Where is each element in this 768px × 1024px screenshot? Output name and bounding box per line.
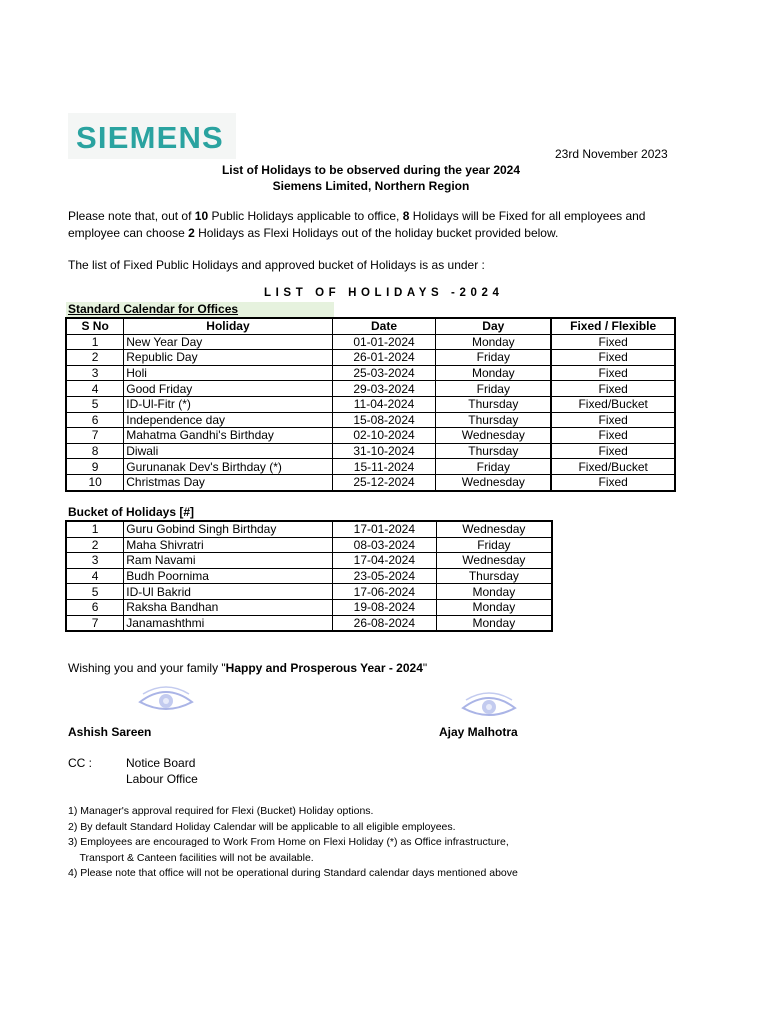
header-sno: S No	[66, 318, 124, 334]
cell-date: 15-11-2024	[332, 459, 436, 475]
siemens-logo: SIEMENS	[76, 120, 224, 155]
letter-date: 23rd November 2023	[555, 147, 668, 161]
cell-holiday: Janamashthmi	[124, 615, 333, 631]
cell-holiday: Good Friday	[124, 381, 332, 397]
cell-holiday: Ram Navami	[124, 553, 333, 569]
note-item: Transport & Canteen facilities will not be available.	[68, 851, 314, 864]
cell-date: 17-06-2024	[332, 584, 436, 600]
table-header-row	[66, 318, 675, 334]
cell-sno: 2	[66, 537, 124, 553]
cell-date: 23-05-2024	[332, 568, 436, 584]
cell-type: Fixed	[551, 365, 675, 381]
signatory-2: Ajay Malhotra	[439, 725, 518, 739]
cell-day: Thursday	[436, 443, 552, 459]
cell-type: Fixed	[551, 443, 675, 459]
document-subtitle: Siemens Limited, Northern Region	[272, 179, 470, 193]
cell-date: 31-10-2024	[332, 443, 436, 459]
cell-day: Monday	[436, 599, 552, 615]
cell-sno: 7	[66, 428, 124, 444]
cell-sno: 8	[66, 443, 124, 459]
cell-sno: 9	[66, 459, 124, 475]
cell-day: Friday	[436, 459, 552, 475]
cell-date: 15-08-2024	[332, 412, 436, 428]
table-row	[66, 334, 675, 350]
cell-sno: 10	[66, 474, 124, 490]
cell-date: 11-04-2024	[332, 396, 436, 412]
cell-day: Monday	[436, 615, 552, 631]
cell-holiday: Republic Day	[124, 350, 332, 366]
header-type: Fixed / Flexible	[551, 318, 675, 334]
cell-day: Thursday	[436, 568, 552, 584]
cell-day: Monday	[436, 584, 552, 600]
cell-date: 17-04-2024	[332, 553, 436, 569]
cell-sno: 5	[66, 396, 124, 412]
cell-day: Monday	[436, 334, 552, 350]
table-row	[66, 599, 552, 615]
cell-type: Fixed	[551, 474, 675, 490]
cell-day: Wednesday	[436, 521, 552, 537]
header-day: Day	[436, 318, 552, 334]
cell-type: Fixed/Bucket	[551, 459, 675, 475]
cell-date: 02-10-2024	[332, 428, 436, 444]
note-item: 4) Please note that office will not be operational during Standard calendar days mentioned above	[68, 867, 518, 879]
cell-holiday: Christmas Day	[124, 474, 332, 490]
bucket-holidays-table	[65, 520, 553, 632]
cell-date: 26-08-2024	[332, 615, 436, 631]
cell-sno: 6	[66, 599, 124, 615]
cell-holiday: Gurunanak Dev's Birthday (*)	[124, 459, 332, 475]
note-item: 2) By default Standard Holiday Calendar will be applicable to all eligible employees.	[68, 820, 456, 833]
cell-holiday: Mahatma Gandhi's Birthday	[124, 428, 332, 444]
table-row	[66, 412, 675, 428]
table-row	[66, 350, 675, 366]
cell-sno: 2	[66, 350, 124, 366]
cell-date: 17-01-2024	[332, 521, 436, 537]
cc-item-labour-office: Labour Office	[126, 772, 198, 786]
table-row	[66, 474, 675, 490]
table-row	[66, 584, 552, 600]
table-row	[66, 615, 552, 631]
cc-label: CC :	[68, 756, 92, 770]
cell-holiday: New Year Day	[124, 334, 332, 350]
bucket-label: Bucket of Holidays [#]	[68, 505, 195, 519]
cell-day: Friday	[436, 381, 552, 397]
cell-date: 01-01-2024	[332, 334, 436, 350]
table-row	[66, 568, 552, 584]
standard-holidays-table	[65, 317, 676, 492]
note-item: 3) Employees are encouraged to Work From Home on Flexi Holiday (*) as Office infrastructure,	[68, 836, 509, 848]
cell-holiday: Maha Shivratri	[124, 537, 333, 553]
cell-holiday: Holi	[124, 365, 332, 381]
header-date: Date	[332, 318, 436, 334]
notes-list	[68, 804, 518, 882]
cell-sno: 1	[66, 334, 124, 350]
cell-day: Wednesday	[436, 553, 552, 569]
cell-day: Thursday	[436, 396, 552, 412]
signature-eye-icon-2	[460, 692, 518, 722]
cell-type: Fixed	[551, 381, 675, 397]
cell-holiday: Budh Poornima	[124, 568, 333, 584]
list-title: LIST OF HOLIDAYS -2024	[264, 287, 504, 299]
cell-date: 19-08-2024	[332, 599, 436, 615]
cell-type: Fixed	[551, 428, 675, 444]
cell-sno: 4	[66, 381, 124, 397]
cell-sno: 4	[66, 568, 124, 584]
cell-date: 29-03-2024	[332, 381, 436, 397]
cell-date: 25-12-2024	[332, 474, 436, 490]
cell-sno: 7	[66, 615, 124, 631]
cell-date: 08-03-2024	[332, 537, 436, 553]
table-row	[66, 553, 552, 569]
cell-day: Thursday	[436, 412, 552, 428]
header-holiday: Holiday	[124, 318, 332, 334]
wish-line: Wishing you and your family "Happy and Prosperous Year - 2024"	[68, 661, 428, 675]
cell-day: Wednesday	[436, 474, 552, 490]
note-item: 1) Manager's approval required for Flexi (Bucket) Holiday options.	[68, 805, 374, 817]
table-row	[66, 443, 675, 459]
intro-paragraph: Please note that, out of 10 Public Holidays applicable to office, 8 Holidays will be Fixed for all employees and employee can choose 2 Holidays as Flexi Holidays out of the holiday bucket provided below.	[68, 209, 646, 240]
standard-calendar-label: Standard Calendar for Offices	[66, 302, 334, 317]
cell-holiday: Independence day	[124, 412, 332, 428]
intro-line-2: The list of Fixed Public Holidays and approved bucket of Holidays is as under :	[68, 258, 485, 272]
cell-day: Friday	[436, 537, 552, 553]
table-row	[66, 381, 675, 397]
cell-type: Fixed/Bucket	[551, 396, 675, 412]
cell-sno: 6	[66, 412, 124, 428]
cell-holiday: ID-Ul-Fitr (*)	[124, 396, 332, 412]
table-row	[66, 365, 675, 381]
signature-eye-icon	[137, 686, 195, 716]
cell-sno: 3	[66, 365, 124, 381]
cc-item-notice-board: Notice Board	[126, 756, 196, 770]
cell-day: Wednesday	[436, 428, 552, 444]
cell-type: Fixed	[551, 334, 675, 350]
cell-date: 26-01-2024	[332, 350, 436, 366]
cell-date: 25-03-2024	[332, 365, 436, 381]
table-row	[66, 521, 552, 537]
cell-sno: 1	[66, 521, 124, 537]
cell-day: Friday	[436, 350, 552, 366]
cell-type: Fixed	[551, 350, 675, 366]
cell-holiday: Diwali	[124, 443, 332, 459]
table-row	[66, 428, 675, 444]
cell-holiday: Raksha Bandhan	[124, 599, 333, 615]
document-title: List of Holidays to be observed during the year 2024	[221, 163, 521, 177]
table-row	[66, 459, 675, 475]
cell-sno: 3	[66, 553, 124, 569]
cell-sno: 5	[66, 584, 124, 600]
cell-type: Fixed	[551, 412, 675, 428]
cell-holiday: ID-Ul Bakrid	[124, 584, 333, 600]
table-row	[66, 537, 552, 553]
signatory-1: Ashish Sareen	[68, 725, 152, 739]
cell-holiday: Guru Gobind Singh Birthday	[124, 521, 333, 537]
cell-day: Monday	[436, 365, 552, 381]
table-row	[66, 396, 675, 412]
